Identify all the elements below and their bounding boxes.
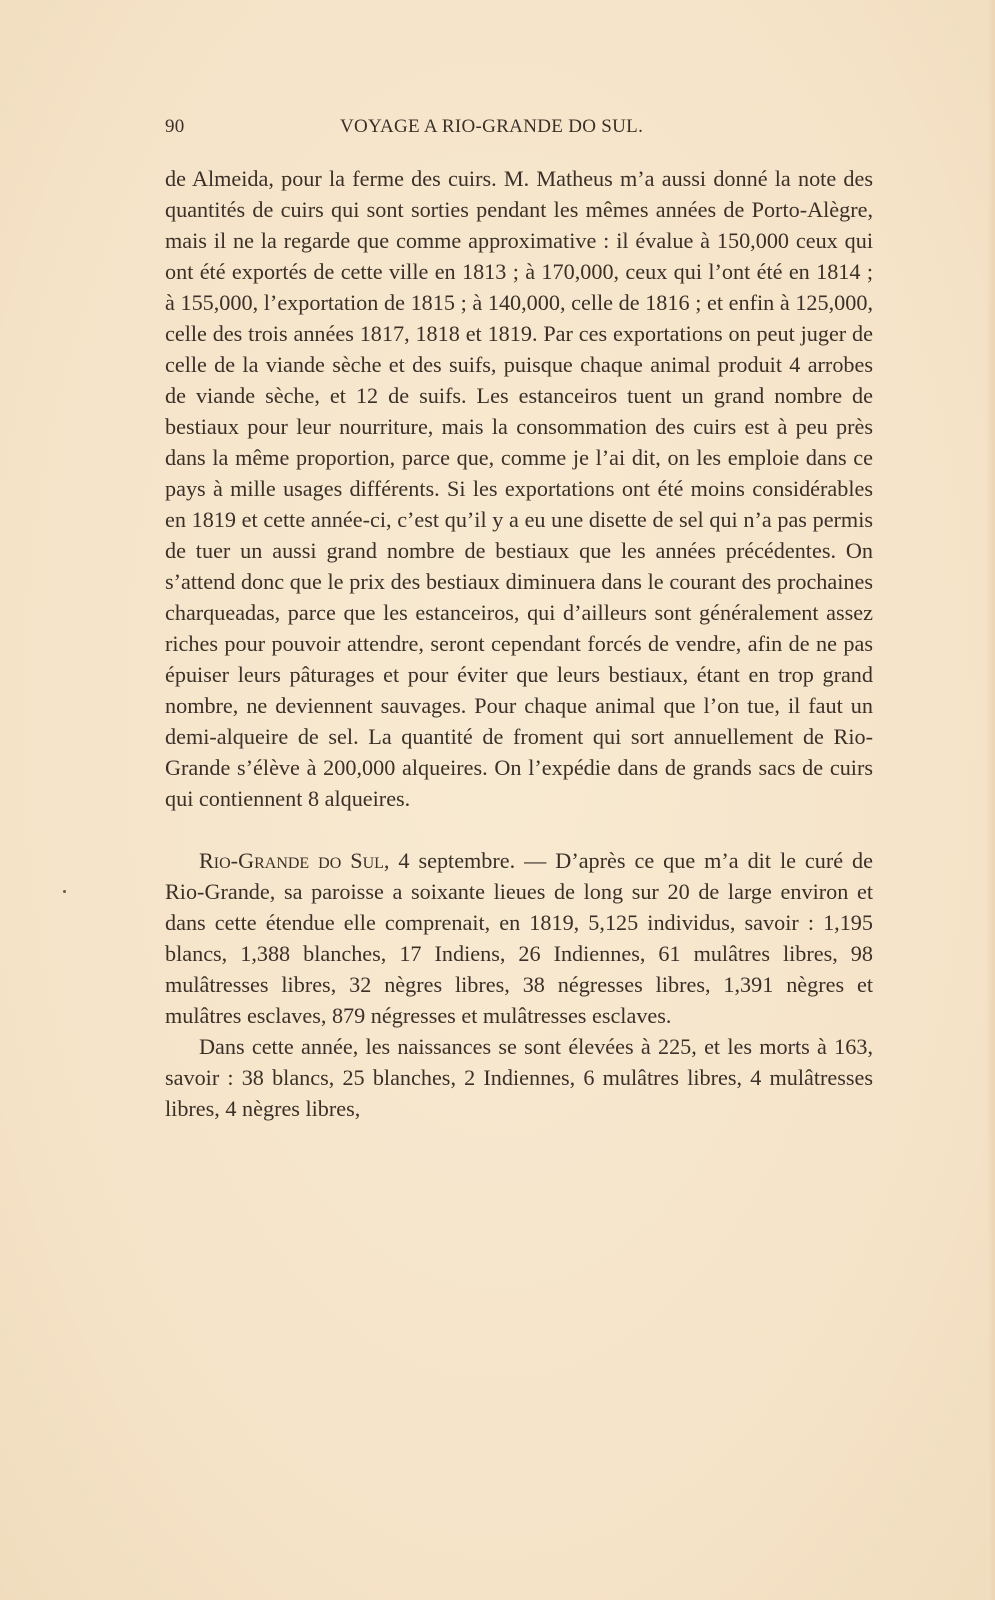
running-header (165, 116, 873, 142)
paragraph-births-deaths: Dans cette année, les naissances se sont élevées à 225, et les morts à 163, savoir : 38 blancs, 25 blanches, 2 Indiennes, 6 mulâtres libres, 4 mulâtresses libres, 4 nègres libres, (165, 1034, 873, 1121)
paragraph-rio-grande-census (165, 845, 873, 1031)
page-edge-shadow (987, 0, 995, 1600)
running-title: VOYAGE A RIO-GRANDE DO SUL. (340, 116, 644, 137)
body-text (165, 163, 873, 1124)
page-number: 90 (165, 116, 185, 137)
section-heading-place: Rio-Grande do Sul (199, 848, 384, 873)
census-text: , 4 septembre. — D’après ce que m’a dit le curé de Rio-Grande, sa paroisse a soixante lieues de long sur 20 de large environ et dans cette étendue elle comprenait, en 1819, 5,125 individus, savoir : 1,195 blancs, 1,388 blanches, 17 Indiens, 26 Indiennes, 61 mulâtres libres, 98 mulâtresses libres, 32 nègres libres, 38 négresses libres, 1,391 nègres et mulâtres esclaves, 879 négresses et mulâtresses esclaves. (165, 848, 873, 1028)
paragraph-cuirs-exports: de Almeida, pour la ferme des cuirs. M. Matheus m’a aussi donné la note des quantités de cuirs qui sont sorties pendant les mêmes années de Porto-Alègre, mais il ne la regarde que comme approximative : il évalue à 150,000 ceux qui ont été exportés de cette ville en 1813 ; à 170,000, ceux qui l’ont été en 1814 ; à 155,000, l’exportation de 1815 ; à 140,000, celle de 1816 ; et enfin à 125,000, celle des trois années 1817, 1818 et 1819. Par ces exportations on peut juger de celle de la viande sèche et des suifs, puisque chaque animal produit 4 arrobes de viande sèche, et 12 de suifs. Les estanceiros tuent un grand nombre de bestiaux pour leur nourriture, mais la consommation des cuirs est à peu près dans la même proportion, parce que, comme je l’ai dit, on les emploie dans ce pays à mille usages différents. Si les exportations ont été moins considérables en 1819 et cette année-ci, c’est qu’il y a eu une disette de sel qui n’a pas permis de tuer un aussi grand nombre de bestiaux que les années précédentes. On s’attend donc que le prix des bestiaux diminuera dans le courant des prochaines charqueadas, parce que les estanceiros, qui d’ailleurs sont généralement assez riches pour pouvoir attendre, seront cependant forcés de vendre, afin de ne pas épuiser leurs pâturages et pour éviter que leurs bestiaux, étant en trop grand nombre, ne deviennent sauvages. Pour chaque animal que l’on tue, il faut un demi-alqueire de sel. La quantité de froment qui sort annuellement de Rio-Grande s’élève à 200,000 alqueires. On l’expédie dans de grands sacs de cuirs qui contiennent 8 alqueires. (165, 166, 873, 811)
margin-speck (63, 890, 66, 893)
